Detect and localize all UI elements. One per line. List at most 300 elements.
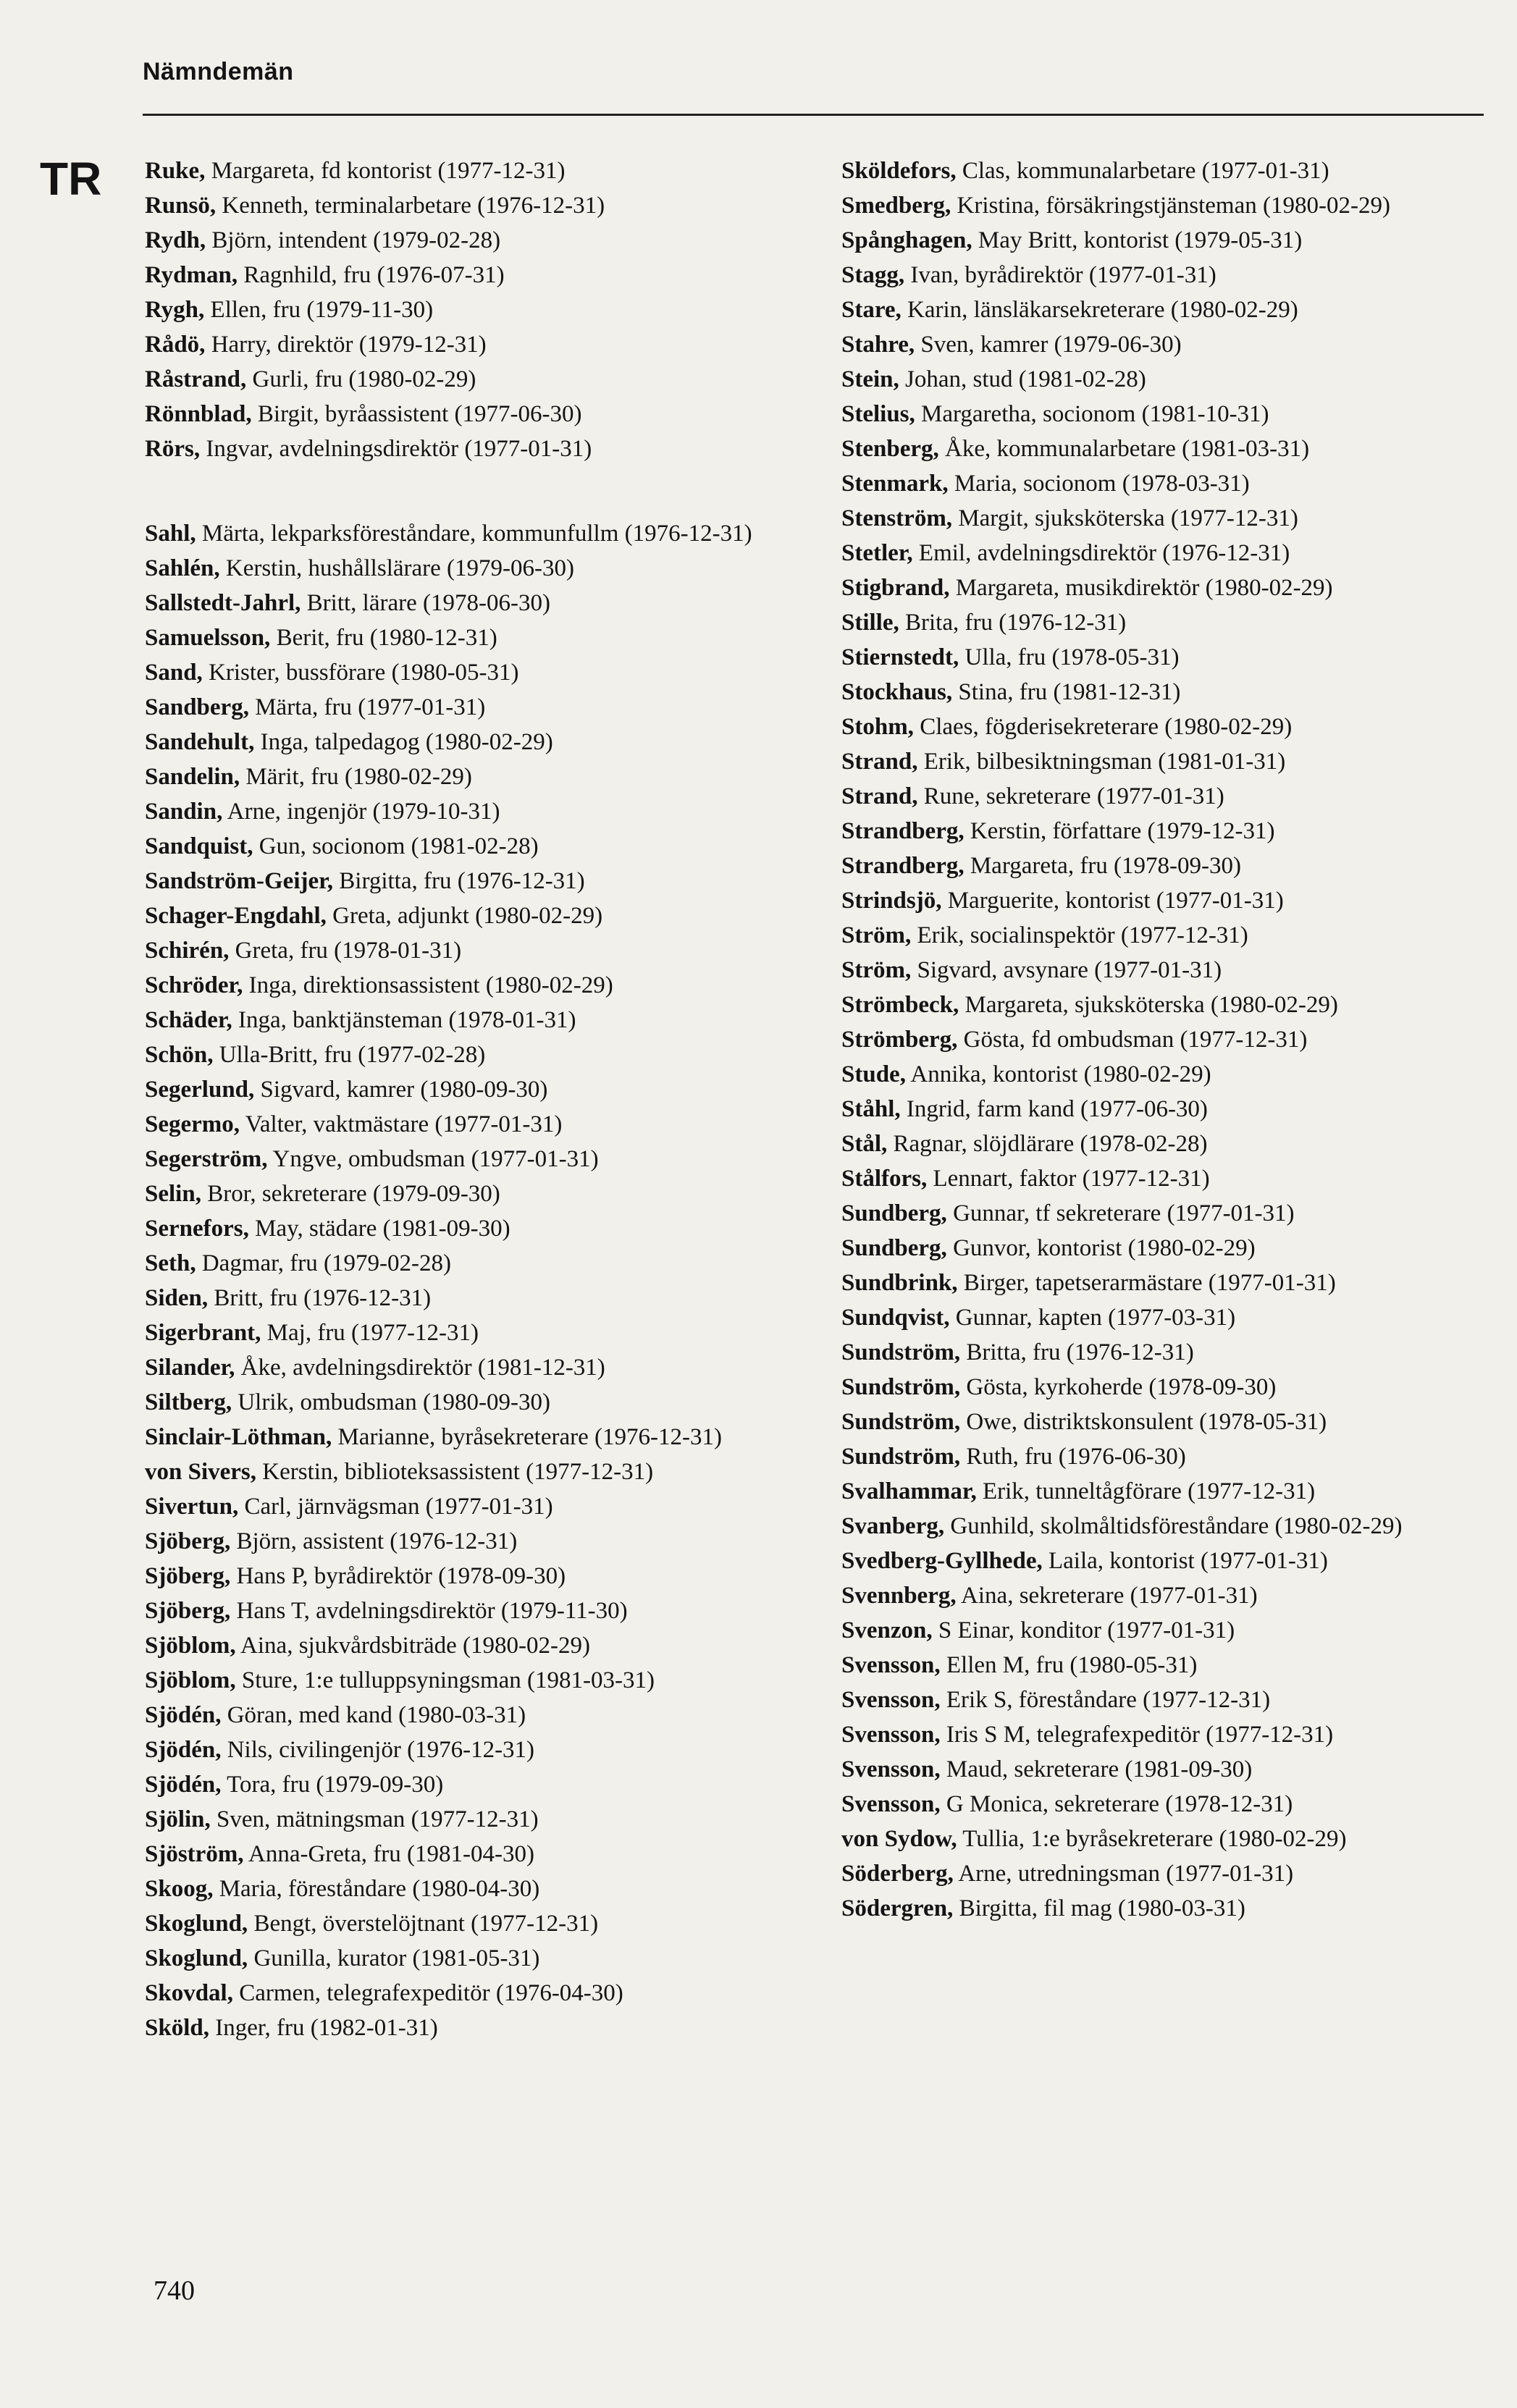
entry-detail: Ragnhild, fru (1976-07-31) bbox=[243, 262, 505, 288]
entry-name: Samuelsson, bbox=[145, 625, 271, 651]
entry-name: Sandberg, bbox=[145, 694, 249, 720]
entry-detail: Sigvard, avsynare (1977-01-31) bbox=[917, 957, 1222, 983]
entry-name: Segerström, bbox=[145, 1146, 268, 1172]
entry-detail: Inger, fru (1982-01-31) bbox=[215, 2015, 438, 2041]
entry-name: Strandberg, bbox=[841, 853, 965, 879]
entry-name: Sandin, bbox=[145, 799, 223, 825]
entry-name: Svensson, bbox=[841, 1756, 941, 1782]
list-item bbox=[841, 1509, 1493, 1544]
entry-detail: Greta, fru (1978-01-31) bbox=[235, 938, 462, 964]
entry-detail: Björn, intendent (1979-02-28) bbox=[211, 227, 501, 253]
entry-detail: Märta, fru (1977-01-31) bbox=[255, 694, 486, 720]
entry-detail: Johan, stud (1981-02-28) bbox=[905, 366, 1146, 392]
list-item bbox=[145, 258, 797, 292]
entry-detail: Kerstin, hushållslärare (1979-06-30) bbox=[225, 555, 574, 581]
entry-name: Sand, bbox=[145, 660, 203, 686]
list-item bbox=[145, 1941, 797, 1976]
entry-detail: Aina, sjukvårdsbiträde (1980-02-29) bbox=[240, 1633, 591, 1659]
entry-detail: Harry, direktör (1979-12-31) bbox=[211, 332, 487, 358]
entry-detail: Ragnar, slöjdlärare (1978-02-28) bbox=[893, 1131, 1208, 1157]
entry-name: Rådö, bbox=[145, 332, 206, 358]
entry-name: Sjödén, bbox=[145, 1702, 222, 1728]
entry-detail: Ivan, byrådirektör (1977-01-31) bbox=[910, 262, 1216, 288]
right-column bbox=[841, 153, 1493, 1926]
entry-name: Stockhaus, bbox=[841, 679, 953, 705]
list-item bbox=[145, 968, 797, 1003]
list-item bbox=[145, 1524, 797, 1559]
entry-name: Sjödén, bbox=[145, 1772, 222, 1798]
entry-name: Svensson, bbox=[841, 1791, 941, 1817]
entry-detail: Kenneth, terminalarbetare (1976-12-31) bbox=[222, 193, 605, 219]
list-item bbox=[841, 153, 1493, 188]
entry-detail: Hans P, byrådirektör (1978-09-30) bbox=[236, 1563, 566, 1589]
list-item bbox=[145, 153, 797, 188]
entry-detail: Margareta, musikdirektör (1980-02-29) bbox=[955, 575, 1333, 601]
list-item bbox=[841, 501, 1493, 536]
entry-name: Sundberg, bbox=[841, 1200, 947, 1226]
list-item bbox=[841, 1787, 1493, 1822]
entry-name: Skoglund, bbox=[145, 1911, 248, 1937]
entry-detail: Hans T, avdelningsdirektör (1979-11-30) bbox=[236, 1598, 628, 1624]
entry-detail: Inga, direktionsassistent (1980-02-29) bbox=[248, 972, 613, 998]
entry-detail: Margaretha, socionom (1981-10-31) bbox=[921, 401, 1269, 427]
entry-name: Sjöberg, bbox=[145, 1598, 231, 1624]
entry-detail: Bengt, överstelöjtnant (1977-12-31) bbox=[253, 1911, 599, 1937]
entry-name: Sjölin, bbox=[145, 1806, 211, 1832]
entry-name: Sundberg, bbox=[841, 1235, 947, 1261]
list-item bbox=[145, 223, 797, 258]
entry-name: Sjöström, bbox=[145, 1841, 244, 1867]
list-item bbox=[145, 1072, 797, 1107]
entry-detail: Marguerite, kontorist (1977-01-31) bbox=[947, 888, 1284, 914]
list-item bbox=[841, 744, 1493, 779]
entry-detail: Yngve, ombudsman (1977-01-31) bbox=[272, 1146, 599, 1172]
list-item bbox=[841, 1370, 1493, 1405]
entry-detail: Britta, fru (1976-12-31) bbox=[966, 1339, 1194, 1365]
list-item bbox=[145, 1107, 797, 1142]
entry-detail: Gunnar, kapten (1977-03-31) bbox=[955, 1305, 1236, 1331]
list-item bbox=[841, 1891, 1493, 1926]
entry-name: Sandelin, bbox=[145, 764, 240, 790]
entry-name: Svensson, bbox=[841, 1687, 941, 1713]
list-item bbox=[145, 586, 797, 620]
list-item bbox=[841, 640, 1493, 675]
entry-name: Rönnblad, bbox=[145, 401, 252, 427]
list-item bbox=[841, 536, 1493, 571]
entry-detail: Bror, sekreterare (1979-09-30) bbox=[207, 1181, 500, 1207]
list-item bbox=[841, 918, 1493, 953]
entry-detail: Krister, bussförare (1980-05-31) bbox=[209, 660, 519, 686]
entry-detail: Nils, civilingenjör (1976-12-31) bbox=[227, 1737, 535, 1763]
list-item bbox=[145, 933, 797, 968]
list-item bbox=[841, 1161, 1493, 1196]
entry-detail: Birgitta, fru (1976-12-31) bbox=[339, 868, 585, 894]
entry-name: Stenmark, bbox=[841, 471, 949, 497]
entry-name: Skoglund, bbox=[145, 1945, 248, 1971]
entry-name: Schröder, bbox=[145, 972, 243, 998]
list-item bbox=[841, 1300, 1493, 1335]
list-item bbox=[145, 2011, 797, 2045]
entry-name: Sköldefors, bbox=[841, 158, 957, 184]
entry-name: Stigbrand, bbox=[841, 575, 950, 601]
entry-detail: Kerstin, biblioteksassistent (1977-12-31) bbox=[262, 1459, 654, 1485]
entry-detail: Maria, socionom (1978-03-31) bbox=[954, 471, 1250, 497]
entry-detail: Brita, fru (1976-12-31) bbox=[905, 610, 1127, 636]
entry-name: Smedberg, bbox=[841, 193, 951, 219]
entry-name: Sahl, bbox=[145, 521, 196, 547]
entry-detail: G Monica, sekreterare (1978-12-31) bbox=[946, 1791, 1293, 1817]
entry-name: Siltberg, bbox=[145, 1389, 232, 1415]
list-item bbox=[145, 188, 797, 223]
entry-detail: Maj, fru (1977-12-31) bbox=[266, 1320, 479, 1346]
entry-name: Sköld, bbox=[145, 2015, 209, 2041]
entry-name: Svenzon, bbox=[841, 1617, 933, 1643]
entry-detail: Iris S M, telegrafexpeditör (1977-12-31) bbox=[946, 1722, 1334, 1748]
list-item bbox=[841, 188, 1493, 223]
entry-name: Stelius, bbox=[841, 401, 915, 427]
entry-name: Sundström, bbox=[841, 1374, 961, 1400]
entry-name: Skoog, bbox=[145, 1876, 214, 1902]
entry-name: Stein, bbox=[841, 366, 899, 392]
entry-detail: May, städare (1981-09-30) bbox=[255, 1216, 510, 1242]
entry-detail: Gunnar, tf sekreterare (1977-01-31) bbox=[953, 1200, 1295, 1226]
entry-name: Seth, bbox=[145, 1250, 196, 1276]
entry-name: Stahre, bbox=[841, 332, 915, 358]
entry-detail: Dagmar, fru (1979-02-28) bbox=[201, 1250, 451, 1276]
list-item bbox=[145, 864, 797, 898]
entry-name: Rörs, bbox=[145, 436, 201, 462]
entry-detail: Karin, länsläkarsekreterare (1980-02-29) bbox=[907, 297, 1298, 323]
entry-detail: Owe, distriktskonsulent (1978-05-31) bbox=[966, 1409, 1327, 1435]
entry-detail: Ingvar, avdelningsdirektör (1977-01-31) bbox=[206, 436, 592, 462]
entry-detail: Erik, socialinspektör (1977-12-31) bbox=[917, 922, 1248, 948]
page-number: 740 bbox=[154, 2276, 195, 2306]
entry-name: Sivertun, bbox=[145, 1494, 239, 1520]
entry-name: Sjöberg, bbox=[145, 1563, 231, 1589]
list-item bbox=[841, 1439, 1493, 1474]
list-item bbox=[145, 1350, 797, 1385]
list-item bbox=[841, 571, 1493, 605]
entry-name: Sandehult, bbox=[145, 729, 255, 755]
list-item bbox=[145, 1211, 797, 1246]
entry-name: Sjöblom, bbox=[145, 1633, 236, 1659]
list-item bbox=[841, 223, 1493, 258]
entry-detail: Maud, sekreterare (1981-09-30) bbox=[946, 1756, 1253, 1782]
entry-name: Sundström, bbox=[841, 1409, 961, 1435]
entry-detail: Ingrid, farm kand (1977-06-30) bbox=[906, 1096, 1208, 1122]
entry-name: Strandberg, bbox=[841, 818, 965, 844]
list-item bbox=[841, 1752, 1493, 1787]
entry-detail: Ruth, fru (1976-06-30) bbox=[966, 1444, 1186, 1470]
entry-detail: Tora, fru (1979-09-30) bbox=[227, 1772, 444, 1798]
list-item bbox=[841, 466, 1493, 501]
entry-name: Sundbrink, bbox=[841, 1270, 958, 1296]
list-item bbox=[841, 397, 1493, 431]
entry-name: Strömberg, bbox=[841, 1027, 958, 1053]
entry-detail: Kristina, försäkringstjänsteman (1980-02-29) bbox=[957, 193, 1390, 219]
list-item bbox=[841, 779, 1493, 814]
entry-detail: Åke, kommunalarbetare (1981-03-31) bbox=[945, 436, 1310, 462]
entry-detail: Anna-Greta, fru (1981-04-30) bbox=[248, 1841, 534, 1867]
entry-detail: Åke, avdelningsdirektör (1981-12-31) bbox=[240, 1355, 605, 1381]
list-item bbox=[841, 883, 1493, 918]
list-item bbox=[145, 1176, 797, 1211]
list-item bbox=[145, 1802, 797, 1837]
entry-name: von Sivers, bbox=[145, 1459, 257, 1485]
entry-name: Stål, bbox=[841, 1131, 888, 1157]
entry-detail: Sigvard, kamrer (1980-09-30) bbox=[260, 1077, 548, 1103]
entry-name: Svennberg, bbox=[841, 1583, 957, 1609]
list-item bbox=[145, 327, 797, 362]
list-item bbox=[841, 1022, 1493, 1057]
list-item bbox=[841, 675, 1493, 710]
entry-name: Rydman, bbox=[145, 262, 238, 288]
entry-name: Stohm, bbox=[841, 714, 914, 740]
list-item bbox=[841, 292, 1493, 327]
entry-detail: Annika, kontorist (1980-02-29) bbox=[910, 1061, 1211, 1087]
entry-name: Rygh, bbox=[145, 297, 205, 323]
list-item bbox=[841, 710, 1493, 744]
entry-name: Skovdal, bbox=[145, 1980, 233, 2006]
list-item bbox=[841, 1231, 1493, 1266]
entry-detail: Arne, utredningsman (1977-01-31) bbox=[958, 1861, 1294, 1887]
entry-detail: Margit, sjuksköterska (1977-12-31) bbox=[958, 505, 1298, 531]
entry-detail: Märit, fru (1980-02-29) bbox=[245, 764, 472, 790]
entry-name: Sundström, bbox=[841, 1444, 961, 1470]
entry-detail: Greta, adjunkt (1980-02-29) bbox=[332, 903, 603, 929]
entry-name: Svensson, bbox=[841, 1652, 941, 1678]
entry-name: Ståhl, bbox=[841, 1096, 901, 1122]
list-item bbox=[145, 1315, 797, 1350]
entry-name: Runsö, bbox=[145, 193, 217, 219]
list-item bbox=[841, 1648, 1493, 1683]
entry-name: Rydh, bbox=[145, 227, 206, 253]
entry-name: Sigerbrant, bbox=[145, 1320, 261, 1346]
entry-name: Sjöberg, bbox=[145, 1528, 231, 1554]
entry-name: Segerlund, bbox=[145, 1077, 255, 1103]
entry-detail: Gun, socionom (1981-02-28) bbox=[259, 833, 539, 859]
entry-detail: Sven, kamrer (1979-06-30) bbox=[920, 332, 1182, 358]
entry-detail: Rune, sekreterare (1977-01-31) bbox=[923, 783, 1224, 809]
entry-detail: May Britt, kontorist (1979-05-31) bbox=[978, 227, 1303, 253]
list-item bbox=[145, 1594, 797, 1628]
list-item bbox=[145, 1420, 797, 1455]
list-item bbox=[841, 988, 1493, 1022]
entry-detail: Maria, föreståndare (1980-04-30) bbox=[219, 1876, 540, 1902]
entry-detail: Göran, med kand (1980-03-31) bbox=[227, 1702, 526, 1728]
entry-detail: Clas, kommunalarbetare (1977-01-31) bbox=[962, 158, 1329, 184]
entry-name: Schirén, bbox=[145, 938, 230, 964]
list-item bbox=[145, 1976, 797, 2011]
entry-detail: Björn, assistent (1976-12-31) bbox=[236, 1528, 518, 1554]
left-column bbox=[145, 153, 797, 2045]
entry-detail: Margareta, fd kontorist (1977-12-31) bbox=[211, 158, 566, 184]
entry-name: Råstrand, bbox=[145, 366, 247, 392]
entry-detail: Tullia, 1:e byråsekreterare (1980-02-29) bbox=[962, 1826, 1347, 1852]
entry-detail: Ulrik, ombudsman (1980-09-30) bbox=[238, 1389, 551, 1415]
list-item bbox=[145, 655, 797, 690]
entry-name: Strand, bbox=[841, 749, 918, 775]
entry-name: Segermo, bbox=[145, 1111, 240, 1137]
entry-detail: Sture, 1:e tulluppsyningsman (1981-03-31) bbox=[241, 1667, 655, 1693]
entry-detail: Inga, talpedagog (1980-02-29) bbox=[260, 729, 553, 755]
list-item bbox=[841, 1057, 1493, 1092]
entry-name: Schäder, bbox=[145, 1007, 232, 1033]
entry-detail: Gurli, fru (1980-02-29) bbox=[252, 366, 476, 392]
entry-name: Sjöblom, bbox=[145, 1667, 236, 1693]
entry-name: Sahlén, bbox=[145, 555, 220, 581]
list-item bbox=[145, 1246, 797, 1281]
entry-name: Stenström, bbox=[841, 505, 953, 531]
entry-detail: Emil, avdelningsdirektör (1976-12-31) bbox=[918, 540, 1290, 566]
entry-name: Svanberg, bbox=[841, 1513, 945, 1539]
list-item bbox=[841, 1335, 1493, 1370]
entry-name: Schager-Engdahl, bbox=[145, 903, 327, 929]
entry-name: Sundqvist, bbox=[841, 1305, 950, 1331]
list-item bbox=[841, 953, 1493, 988]
list-item bbox=[145, 551, 797, 586]
entry-detail: Birger, tapetserarmästare (1977-01-31) bbox=[963, 1270, 1336, 1296]
entry-name: Sallstedt-Jahrl, bbox=[145, 590, 301, 616]
list-item bbox=[145, 1872, 797, 1906]
entry-detail: Erik, bilbesiktningsman (1981-01-31) bbox=[923, 749, 1286, 775]
list-item bbox=[145, 1455, 797, 1489]
list-item bbox=[145, 1906, 797, 1941]
list-item bbox=[145, 1698, 797, 1733]
page-title: Nämndemän bbox=[143, 58, 294, 85]
list-item bbox=[841, 1474, 1493, 1509]
entry-detail: Märta, lekparksföreståndare, kommunfullm (1976-12-31) bbox=[201, 521, 752, 547]
entry-detail: Margareta, sjuksköterska (1980-02-29) bbox=[965, 992, 1338, 1018]
entry-name: Stare, bbox=[841, 297, 902, 323]
list-item bbox=[841, 1856, 1493, 1891]
entry-name: Silander, bbox=[145, 1355, 235, 1381]
entry-detail: Birgitta, fil mag (1980-03-31) bbox=[959, 1895, 1245, 1921]
list-item bbox=[841, 1822, 1493, 1856]
entry-detail: Erik S, föreståndare (1977-12-31) bbox=[946, 1687, 1271, 1713]
entry-name: Stude, bbox=[841, 1061, 906, 1087]
entry-name: Svedberg-Gyllhede, bbox=[841, 1548, 1043, 1574]
list-item bbox=[841, 1613, 1493, 1648]
entry-detail: Birgit, byråassistent (1977-06-30) bbox=[257, 401, 582, 427]
entry-detail: Gunhild, skolmåltidsföreståndare (1980-02-29) bbox=[950, 1513, 1403, 1539]
entry-name: Ström, bbox=[841, 922, 912, 948]
list-item bbox=[145, 1733, 797, 1767]
list-item bbox=[841, 814, 1493, 849]
list-item bbox=[841, 1266, 1493, 1300]
entry-detail: Gösta, kyrkoherde (1978-09-30) bbox=[966, 1374, 1277, 1400]
entry-name: Strömbeck, bbox=[841, 992, 959, 1018]
entry-name: Stålfors, bbox=[841, 1166, 928, 1192]
entry-name: Stenberg, bbox=[841, 436, 939, 462]
entry-name: Spånghagen, bbox=[841, 227, 972, 253]
entry-name: Söderberg, bbox=[841, 1861, 954, 1887]
list-item bbox=[145, 1837, 797, 1872]
list-item bbox=[841, 1717, 1493, 1752]
list-item bbox=[145, 759, 797, 794]
header-divider bbox=[143, 114, 1484, 116]
entry-name: Sandquist, bbox=[145, 833, 253, 859]
entry-detail: Kerstin, författare (1979-12-31) bbox=[970, 818, 1275, 844]
list-item bbox=[841, 849, 1493, 883]
entry-name: Stiernstedt, bbox=[841, 644, 959, 670]
list-item bbox=[145, 794, 797, 829]
entry-detail: Ulla-Britt, fru (1977-02-28) bbox=[219, 1042, 486, 1068]
list-item bbox=[145, 1142, 797, 1176]
list-item bbox=[145, 1628, 797, 1663]
entry-detail: Claes, fögderisekreterare (1980-02-29) bbox=[920, 714, 1293, 740]
entry-name: Stetler, bbox=[841, 540, 913, 566]
entry-name: Svensson, bbox=[841, 1722, 941, 1748]
list-item bbox=[145, 1281, 797, 1315]
list-item bbox=[841, 605, 1493, 640]
entry-detail: Erik, tunneltågförare (1977-12-31) bbox=[982, 1478, 1316, 1504]
section-letters: TR bbox=[40, 153, 102, 205]
entry-detail: Marianne, byråsekreterare (1976-12-31) bbox=[337, 1424, 722, 1450]
list-item bbox=[145, 898, 797, 933]
list-item bbox=[145, 1663, 797, 1698]
entry-name: Stagg, bbox=[841, 262, 905, 288]
list-item bbox=[841, 431, 1493, 466]
entry-detail: Gunvor, kontorist (1980-02-29) bbox=[953, 1235, 1256, 1261]
list-item bbox=[145, 1489, 797, 1524]
entry-name: Siden, bbox=[145, 1285, 209, 1311]
list-item bbox=[145, 1003, 797, 1037]
list-item bbox=[841, 258, 1493, 292]
entry-detail: Ulla, fru (1978-05-31) bbox=[965, 644, 1180, 670]
list-item bbox=[145, 431, 797, 466]
entry-name: Ström, bbox=[841, 957, 912, 983]
list-item bbox=[145, 516, 797, 551]
entry-name: Strindsjö, bbox=[841, 888, 942, 914]
entry-name: Sinclair-Löthman, bbox=[145, 1424, 332, 1450]
entry-name: Schön, bbox=[145, 1042, 214, 1068]
list-item bbox=[145, 292, 797, 327]
entry-name: Sandström-Geijer, bbox=[145, 868, 334, 894]
entry-detail: Valter, vaktmästare (1977-01-31) bbox=[245, 1111, 563, 1137]
list-item bbox=[145, 397, 797, 431]
section-gap bbox=[145, 466, 797, 516]
list-item bbox=[145, 725, 797, 759]
entry-name: Sundström, bbox=[841, 1339, 961, 1365]
entry-detail: Laila, kontorist (1977-01-31) bbox=[1049, 1548, 1328, 1574]
entry-detail: Aina, sekreterare (1977-01-31) bbox=[961, 1583, 1258, 1609]
list-item bbox=[841, 1127, 1493, 1161]
entry-detail: Margareta, fru (1978-09-30) bbox=[970, 853, 1242, 879]
list-item bbox=[841, 362, 1493, 397]
entry-name: Strand, bbox=[841, 783, 918, 809]
list-item bbox=[841, 327, 1493, 362]
entry-detail: Britt, lärare (1978-06-30) bbox=[306, 590, 550, 616]
entry-name: Ruke, bbox=[145, 158, 206, 184]
entry-detail: Ellen, fru (1979-11-30) bbox=[210, 297, 434, 323]
list-item bbox=[841, 1092, 1493, 1127]
list-item bbox=[145, 620, 797, 655]
entry-name: Södergren, bbox=[841, 1895, 954, 1921]
list-item bbox=[841, 1578, 1493, 1613]
list-item bbox=[145, 690, 797, 725]
entry-detail: Carmen, telegrafexpeditör (1976-04-30) bbox=[239, 1980, 623, 2006]
entry-name: Stille, bbox=[841, 610, 899, 636]
list-item bbox=[841, 1405, 1493, 1439]
entry-name: Sernefors, bbox=[145, 1216, 249, 1242]
entry-detail: Carl, järnvägsman (1977-01-31) bbox=[244, 1494, 553, 1520]
list-item bbox=[841, 1544, 1493, 1578]
entry-detail: Gunilla, kurator (1981-05-31) bbox=[253, 1945, 540, 1971]
entry-detail: Arne, ingenjör (1979-10-31) bbox=[227, 799, 500, 825]
list-item bbox=[145, 1385, 797, 1420]
entry-name: Sjödén, bbox=[145, 1737, 222, 1763]
